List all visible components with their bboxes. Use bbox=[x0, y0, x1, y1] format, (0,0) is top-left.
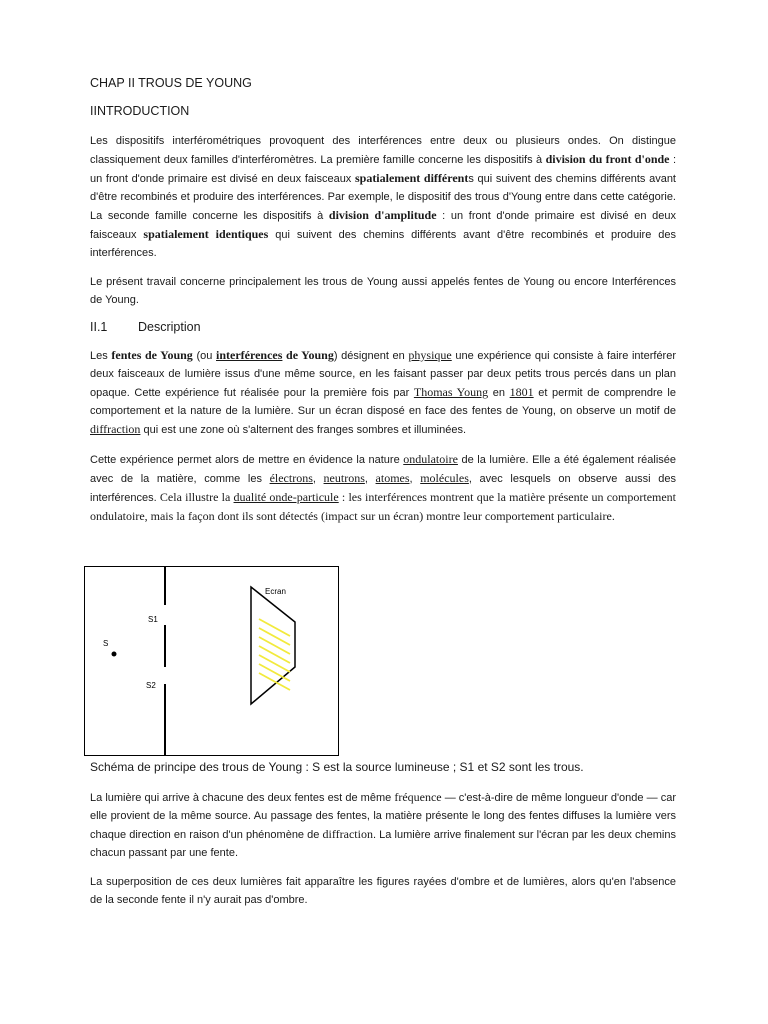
link-dualite[interactable]: dualité onde-particule bbox=[233, 490, 339, 504]
text: . La lumière arrive finalement sur l'écran par les deux chemins chacun passant par une fente. bbox=[90, 829, 676, 859]
bold-term: spatialement différent bbox=[354, 171, 469, 185]
bold-term: fentes de Young bbox=[111, 348, 193, 362]
text: , bbox=[364, 473, 376, 485]
text: Cela illustre la bbox=[159, 490, 234, 504]
section-heading bbox=[90, 320, 676, 334]
text: de la lumière. Elle a été également réalisée avec de la matière, comme les bbox=[90, 454, 677, 485]
text: qui suivent des chemins différents avant d'être recombinés et produire des interférences. bbox=[90, 229, 676, 259]
link-ondulatoire[interactable]: ondulatoire bbox=[403, 452, 458, 466]
text: : un front d'onde primaire est divisé en deux faisceaux bbox=[90, 154, 676, 185]
term-diffraction: diffraction bbox=[322, 827, 373, 841]
text: , bbox=[312, 473, 324, 485]
link-interferences[interactable]: interférences bbox=[216, 348, 283, 362]
text: s qui suivent des chemins différents avant d'être recombinés et produire des interférences. Par exemple, le dispositif des trous d'Young entre dans cette catégorie. La seconde famille concerne les dispositifs à bbox=[90, 173, 676, 222]
superposition-paragraph: La superposition de ces deux lumières fait apparaître les figures rayées d'ombre et de lumières, alors qu'en l'absence de la seconde fente il n'y aurait pas d'ombre. bbox=[90, 876, 676, 906]
term-frequence: fréquence bbox=[394, 790, 442, 804]
link-electrons[interactable]: électrons bbox=[269, 471, 313, 485]
chapter-title: CHAP II TROUS DE YOUNG bbox=[90, 76, 252, 90]
label-s1: S1 bbox=[148, 615, 158, 624]
text: une expérience qui consiste à faire interférer deux faisceaux de lumière issus d'une même source, en les faisant passer par deux petits trous percés dans un plan opaque. Cette expérience fut réalisée pour la première fois par bbox=[90, 350, 677, 399]
text: : un front d'onde primaire est divisé en deux faisceaux bbox=[90, 210, 676, 241]
text: en bbox=[488, 387, 510, 399]
text: , avec lesquels on observe aussi des interférences. bbox=[90, 473, 676, 504]
section-number: II.1 bbox=[90, 320, 108, 334]
text: Les bbox=[90, 350, 112, 362]
bold-term: division du front d'onde bbox=[545, 152, 670, 166]
link-thomas-young[interactable]: Thomas Young bbox=[413, 385, 489, 399]
link-molecules[interactable]: molécules bbox=[420, 471, 469, 485]
text: , bbox=[409, 473, 421, 485]
scope-paragraph: Le présent travail concerne principalement les trous de Young aussi appelés fentes de Young ou encore Interférences de Young. bbox=[90, 276, 676, 306]
source-point bbox=[112, 652, 117, 657]
frequency-paragraph bbox=[90, 788, 676, 862]
bold-term: de Young bbox=[282, 348, 334, 362]
description-paragraph bbox=[90, 346, 676, 439]
text: — c'est-à-dire de même longueur d'onde — car elle provient de la même source. Au passage des fentes, la matière présente le long des fentes diffuses la lumière vers chaque direction en raison d'un phénomène de bbox=[90, 792, 676, 841]
document-body bbox=[90, 76, 676, 537]
bold-term: division d'amplitude bbox=[328, 208, 437, 222]
young-schematic-diagram bbox=[85, 567, 338, 755]
label-s: S bbox=[103, 639, 109, 648]
figure-caption: Schéma de principe des trous de Young : S est la source lumineuse ; S1 et S2 sont les trous. bbox=[90, 760, 584, 774]
text: La lumière qui arrive à chacune des deux fentes est de même bbox=[90, 792, 395, 804]
label-ecran: Ecran bbox=[265, 587, 286, 596]
link-neutrons[interactable]: neutrons bbox=[323, 471, 365, 485]
label-s2: S2 bbox=[146, 681, 156, 690]
document-body-lower bbox=[90, 788, 676, 920]
text: Les dispositifs interférométriques provoquent des interférences entre deux ou plusieurs ondes. On distingue classiquement deux familles d'interféromètres. La première famille concerne les dispositifs à bbox=[90, 135, 676, 166]
section-title: Description bbox=[138, 320, 201, 334]
text: qui est une zone où s'alternent des franges sombres et illuminées. bbox=[140, 424, 467, 436]
matter-paragraph bbox=[90, 450, 676, 526]
link-atomes[interactable]: atomes bbox=[375, 471, 410, 485]
intro-heading: IINTRODUCTION bbox=[90, 104, 190, 118]
intro-paragraph bbox=[90, 132, 676, 262]
link-physique[interactable]: physique bbox=[408, 348, 452, 362]
text: et permit de comprendre le comportement et la nature de la lumière. Sur un écran disposé en face des fentes de Young, on observe un motif de bbox=[90, 387, 676, 417]
text: Cette expérience permet alors de mettre en évidence la nature bbox=[90, 454, 404, 466]
text: : les interférences montrent que la matière présente un comportement ondulatoire, mais la façon dont ils sont détectés (impact sur un écran) montre leur comportement particulaire. bbox=[90, 490, 677, 523]
link-1801[interactable]: 1801 bbox=[509, 385, 534, 399]
text: (ou bbox=[192, 350, 217, 362]
link-diffraction[interactable]: diffraction bbox=[90, 422, 141, 436]
young-schematic-figure bbox=[84, 566, 339, 756]
bold-term: spatialement identiques bbox=[143, 227, 269, 241]
text: ) désignent en bbox=[333, 350, 409, 362]
